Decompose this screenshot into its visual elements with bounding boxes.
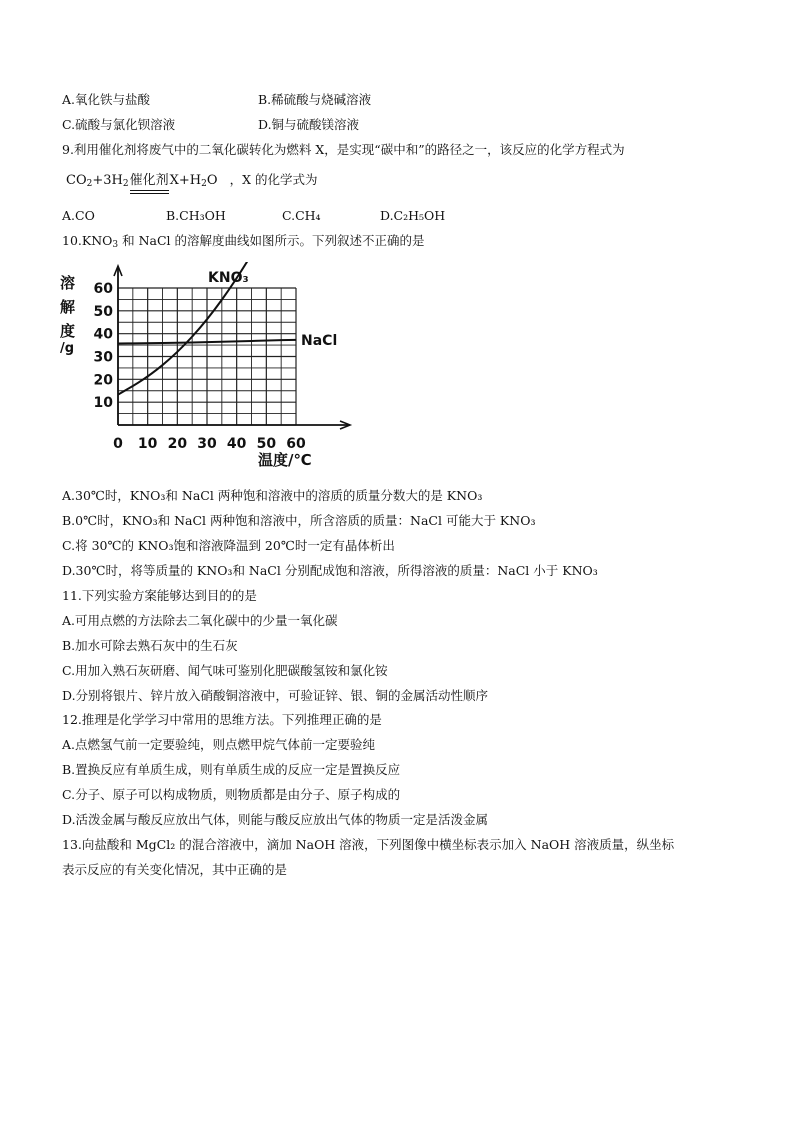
q8-option-a: A.氧化铁与盐酸 [62, 92, 151, 107]
q11-option-d: D.分别将银片、锌片放入硝酸铜溶液中，可验证锌、银、铜的金属活动性顺序 [62, 688, 489, 703]
q11-stem: 11.下列实验方案能够达到目的的是 [62, 588, 257, 603]
y-tick-label: 50 [93, 303, 113, 320]
ylabel-char-4: /g [60, 341, 75, 356]
q9-stem: 9.利用催化剂将废气中的二氧化碳转化为燃料 X，是实现“碳中和”的路径之一，该反应的化学方程式为 [62, 142, 625, 157]
q13-stem-line2: 表示反应的有关变化情况，其中正确的是 [62, 862, 288, 877]
y-tick-label: 30 [93, 349, 113, 366]
chart-tick-labels [94, 281, 306, 452]
ylabel-char-3: 度 [60, 322, 76, 340]
series-label-nacl: NaCl [301, 332, 338, 349]
x-tick-label: 10 [137, 436, 158, 452]
x-tick-label: 60 [286, 436, 306, 452]
y-axis-label [60, 274, 75, 356]
q10-option-a: A.30℃时，KNO₃和 NaCl 两种饱和溶液中的溶质的质量分数大的是 KNO₃ [62, 488, 483, 503]
y-tick-label: 40 [93, 326, 113, 343]
q8-option-d: D.铜与硫酸镁溶液 [258, 117, 360, 132]
x-axis-label: 温度/℃ [258, 451, 312, 469]
q10-option-d: D.30℃时，将等质量的 KNO₃和 NaCl 分别配成饱和溶液，所得溶液的质量：NaCl 小于 KNO₃ [62, 563, 598, 578]
q10-stem: $10.KNO_3$ 和 NaCl 的溶解度曲线如图所示。下列叙述不正确的是 [62, 233, 425, 250]
x-tick-label: 40 [226, 436, 247, 452]
q9-option-d: D.C₂H₅OH [380, 208, 446, 223]
q11-option-a: A.可用点燃的方法除去二氧化碳中的少量一氧化碳 [62, 613, 338, 628]
q8-option-c: C.硫酸与氯化钡溶液 [62, 117, 176, 132]
q9-option-c: C.CH₄ [282, 208, 321, 223]
q10-option-b: B.0℃时，KNO₃和 NaCl 两种饱和溶液中，所含溶质的质量：NaCl 可能大于 KNO₃ [62, 513, 536, 528]
catalyst-condition: 催化剂 [130, 173, 169, 189]
x-tick-label: 20 [167, 436, 188, 452]
x-tick-label: 50 [256, 436, 277, 452]
q10-option-c: C.将 30℃的 KNO₃饱和溶液降温到 20℃时一定有晶体析出 [62, 538, 395, 553]
q9-equation: $CO_2+3H_2$催化剂 $X+H_2O$ ，X 的化学式为 [66, 172, 318, 189]
x-tick-label: 30 [197, 436, 217, 452]
ylabel-char-1: 溶 [60, 274, 76, 292]
q11-option-b: B.加水可除去熟石灰中的生石灰 [62, 638, 238, 653]
q12-option-c: C.分子、原子可以构成物质，则物质都是由分子、原子构成的 [62, 787, 401, 802]
x-tick-label: 0 [113, 436, 123, 452]
ylabel-char-2: 解 [60, 298, 76, 316]
q12-option-b: B.置换反应有单质生成，则有单质生成的反应一定是置换反应 [62, 762, 401, 777]
y-tick-label: 20 [93, 372, 113, 389]
q12-option-d: D.活泼金属与酸反应放出气体，则能与酸反应放出气体的物质一定是活泼金属 [62, 812, 489, 827]
q9-option-b: B.CH₃OH [166, 208, 226, 223]
series-label-kno3: KNO₃ [208, 270, 249, 286]
q8-option-b: B.稀硫酸与烧碱溶液 [258, 92, 372, 107]
q11-option-c: C.用加入熟石灰研磨、闻气味可鉴别化肥碳酸氢铵和氯化铵 [62, 663, 388, 678]
y-tick-label: 10 [93, 395, 113, 412]
chart-grid [118, 288, 296, 425]
y-tick-label: 60 [93, 281, 113, 297]
solubility-chart [58, 262, 358, 472]
q12-option-a: A.点燃氢气前一定要验纯，则点燃甲烷气体前一定要验纯 [62, 737, 376, 752]
q12-stem: 12.推理是化学学习中常用的思维方法。下列推理正确的是 [62, 712, 382, 727]
q13-stem-line1: 13.向盐酸和 MgCl₂ 的混合溶液中，滴加 NaOH 溶液，下列图像中横坐标表示加入 NaOH 溶液质量，纵坐标 [62, 837, 675, 852]
q9-option-a: A.CO [62, 208, 95, 223]
